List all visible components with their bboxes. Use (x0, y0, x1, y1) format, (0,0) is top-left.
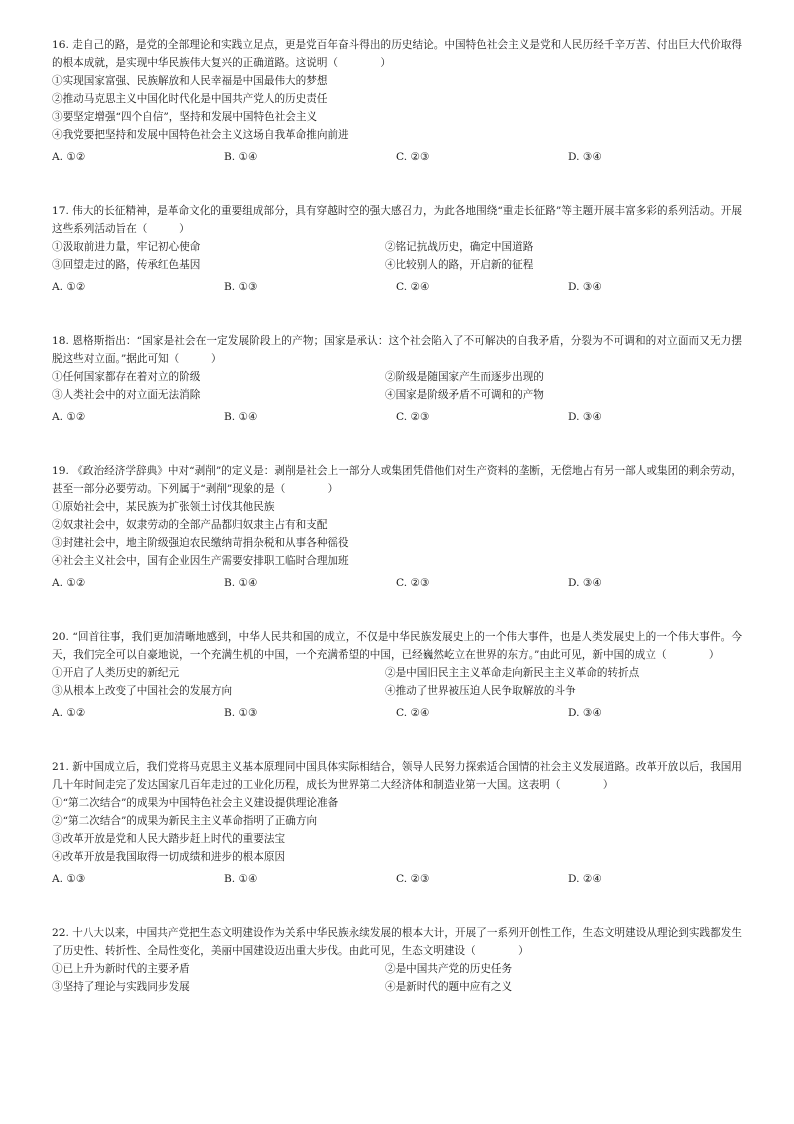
choice-b[interactable]: B. ①④ (224, 577, 258, 589)
choice-d[interactable]: D. ③④ (568, 151, 602, 163)
option-2: ②是中国共产党的历史任务 (385, 963, 513, 975)
option-4: ④比较别人的路，开启新的征程 (385, 259, 534, 271)
option-1: ①原始社会中，某民族为扩张领土讨伐其他民族 (52, 501, 275, 513)
choice-d[interactable]: D. ③④ (568, 411, 602, 423)
choice-d[interactable]: D. ②④ (568, 873, 602, 885)
choice-b[interactable]: B. ①④ (224, 873, 258, 885)
question-19 (52, 462, 742, 592)
question-16 (52, 36, 742, 166)
choice-b[interactable]: B. ①③ (224, 281, 258, 293)
option-1: ①实现国家富强、民族解放和人民幸福是中国最伟大的梦想 (52, 75, 328, 87)
choice-c[interactable]: C. ②④ (396, 707, 430, 719)
choice-d[interactable]: D. ③④ (568, 281, 602, 293)
answer-choices (52, 148, 742, 166)
question-stem: 16. 走自己的路，是党的全部理论和实践立足点，更是党百年奋斗得出的历史结论。中国特色社会主义是党和人民历经千辛万苦、付出巨大代价取得的根本成就，是实现中华民族伟大复兴的正确道路。这说明（ ） (52, 39, 742, 69)
option-4: ④推动了世界被压迫人民争取解放的斗争 (385, 685, 576, 697)
choice-c[interactable]: C. ②③ (396, 577, 430, 589)
option-2: ②铭记抗战历史，确定中国道路 (385, 241, 534, 253)
question-stem: 22. 十八大以来，中国共产党把生态文明建设作为关系中华民族永续发展的根本大计，开展了一系列开创性工作，生态文明建设从理论到实践都发生了历史性、转折性、全局性变化，美丽中国建设迈出重大步伐。由此可见，生态文明建设（ ） (52, 927, 742, 957)
option-row (52, 682, 742, 700)
choice-c[interactable]: C. ②③ (396, 411, 430, 423)
option-4: ④改革开放是我国取得一切成绩和进步的根本原因 (52, 851, 286, 863)
option-1: ①已上升为新时代的主要矛盾 (52, 963, 190, 975)
answer-choices (52, 574, 742, 592)
option-3: ③要坚定增强“四个自信”，坚持和发展中国特色社会主义 (52, 111, 318, 123)
question-20 (52, 628, 742, 722)
option-2: ②推动马克思主义中国化时代化是中国共产党人的历史责任 (52, 93, 328, 105)
option-3: ③封建社会中，地主阶级强迫农民缴纳苛捐杂税和从事各种徭役 (52, 537, 349, 549)
option-row (52, 256, 742, 274)
choice-b[interactable]: B. ①④ (224, 151, 258, 163)
question-17 (52, 202, 742, 296)
choice-a[interactable]: A. ①② (52, 151, 86, 163)
choice-c[interactable]: C. ②③ (396, 873, 430, 885)
option-row (52, 386, 742, 404)
choice-b[interactable]: B. ①③ (224, 707, 258, 719)
option-4: ④社会主义社会中，国有企业因生产需要安排职工临时合理加班 (52, 555, 349, 567)
option-row (52, 664, 742, 682)
choice-a[interactable]: A. ①② (52, 281, 86, 293)
option-4: ④国家是阶级矛盾不可调和的产物 (385, 389, 544, 401)
answer-choices (52, 870, 742, 888)
choice-b[interactable]: B. ①④ (224, 411, 258, 423)
question-stem: 18. 恩格斯指出：“国家是社会在一定发展阶段上的产物；国家是承认：这个社会陷入了不可解决的自我矛盾，分裂为不可调和的对立面而又无力摆脱这些对立面。”据此可知（ ） (52, 335, 742, 365)
option-3: ③人类社会中的对立面无法消除 (52, 389, 201, 401)
choice-a[interactable]: A. ①② (52, 707, 86, 719)
question-stem: 21. 新中国成立后，我们党将马克思主义基本原理同中国具体实际相结合，领导人民努力探索适合国情的社会主义发展道路。改革开放以后，我国用几十年时间走完了发达国家几百年走过的工业化历程，成长为世界第二大经济体和制造业第一大国。这表明（ ） (52, 761, 742, 791)
question-stem: 19. 《政治经济学辞典》中对“剥削”的定义是：剥削是社会上一部分人或集团凭借他们对生产资料的垄断，无偿地占有另一部人或集团的剩余劳动，甚至一部分必要劳动。下列属于“剥削”现象的是（ ） (52, 465, 742, 495)
option-row (52, 368, 742, 386)
choice-d[interactable]: D. ③④ (568, 707, 602, 719)
answer-choices (52, 704, 742, 722)
option-4: ④我党要把坚持和发展中国特色社会主义这场自我革命推向前进 (52, 129, 349, 141)
answer-choices (52, 278, 742, 296)
choice-a[interactable]: A. ①② (52, 411, 86, 423)
option-1: ①任何国家都存在着对立的阶级 (52, 371, 201, 383)
option-4: ④是新时代的题中应有之义 (385, 981, 513, 993)
option-2: ②是中国旧民主主义革命走向新民主主义革命的转折点 (385, 667, 640, 679)
option-row (52, 238, 742, 256)
question-21 (52, 758, 742, 888)
option-2: ②奴隶社会中，奴隶劳动的全部产品都归奴隶主占有和支配 (52, 519, 328, 531)
choice-d[interactable]: D. ③④ (568, 577, 602, 589)
choice-a[interactable]: A. ①③ (52, 873, 86, 885)
exam-page (52, 36, 742, 996)
choice-c[interactable]: C. ②③ (396, 151, 430, 163)
option-1: ①汲取前进力量，牢记初心使命 (52, 241, 201, 253)
option-2: ②“第二次结合”的成果为新民主主义革命指明了正确方向 (52, 815, 318, 827)
option-1: ①开启了人类历史的新纪元 (52, 667, 180, 679)
option-3: ③回望走过的路，传承红色基因 (52, 259, 201, 271)
option-3: ③坚持了理论与实践同步发展 (52, 981, 190, 993)
option-row (52, 978, 742, 996)
option-2: ②阶级是随国家产生而逐步出现的 (385, 371, 544, 383)
choice-c[interactable]: C. ②④ (396, 281, 430, 293)
question-22 (52, 924, 742, 996)
option-row (52, 960, 742, 978)
option-1: ①“第二次结合”的成果为中国特色社会主义建设提供理论准备 (52, 797, 339, 809)
question-stem: 17. 伟大的长征精神，是革命文化的重要组成部分，具有穿越时空的强大感召力，为此各地围绕“重走长征路”等主题开展丰富多彩的系列活动。开展这些系列活动旨在（ ） (52, 205, 742, 235)
question-stem: 20. “回首往事，我们更加清晰地感到，中华人民共和国的成立，不仅是中华民族发展史上的一个伟大事件，也是人类发展史上的一个伟大事件。今天，我们完全可以自豪地说，一个充满生机的中国，一个充满希望的中国，已经巍然屹立在世界的东方。”由此可见，新中国的成立（ ） (52, 631, 742, 661)
question-18 (52, 332, 742, 426)
choice-a[interactable]: A. ①② (52, 577, 86, 589)
answer-choices (52, 408, 742, 426)
option-3: ③改革开放是党和人民大踏步赶上时代的重要法宝 (52, 833, 286, 845)
option-3: ③从根本上改变了中国社会的发展方向 (52, 685, 233, 697)
